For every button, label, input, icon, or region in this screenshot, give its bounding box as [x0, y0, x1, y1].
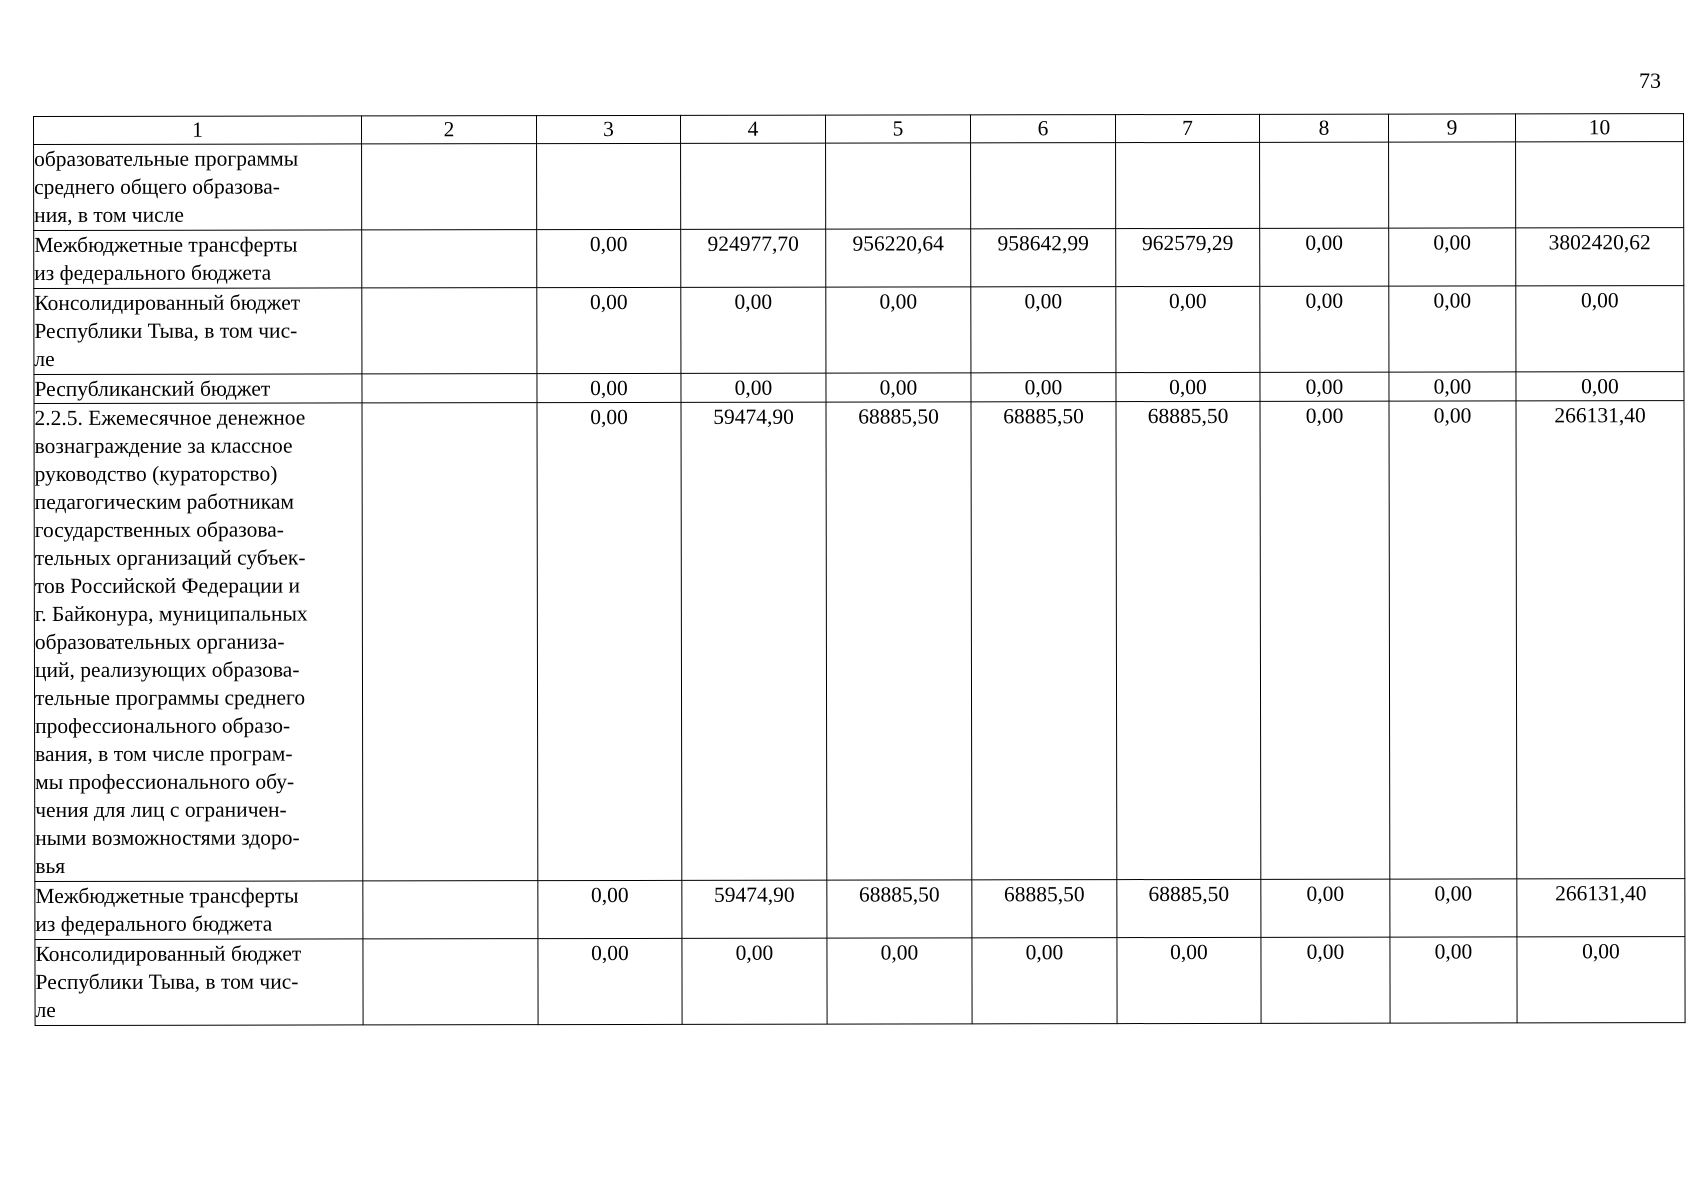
table-cell: 0,00: [1261, 937, 1390, 1023]
table-row: [35, 937, 1685, 1026]
table-cell: 0,00: [827, 938, 972, 1024]
table-cell: 0,00: [538, 938, 682, 1024]
table-cell: 0,00: [682, 938, 827, 1024]
table-cell: 0,00: [1117, 937, 1261, 1023]
table-cell: [362, 288, 537, 374]
table-cell: 0,00: [1116, 372, 1260, 401]
table-cell: [826, 143, 971, 229]
table-cell: 0,00: [537, 373, 681, 402]
row-label: Межбюджетные трансферты из федерального бюджета: [35, 881, 363, 940]
table-cell: 3802420,62: [1516, 228, 1684, 286]
column-header: 5: [825, 115, 970, 143]
table-cell: 956220,64: [826, 229, 971, 287]
table-cell: 0,00: [971, 287, 1116, 373]
table-cell: 0,00: [1517, 937, 1685, 1023]
table-cell: 0,00: [681, 287, 826, 373]
table-cell: 68885,50: [971, 402, 1117, 880]
table-cell: 0,00: [1260, 372, 1389, 401]
table-cell: 0,00: [1116, 286, 1260, 372]
row-label: образовательные программы среднего общего образова- ния, в том числе: [34, 144, 362, 231]
table-cell: [1516, 142, 1684, 228]
budget-table: [33, 113, 1686, 1026]
table-cell: [363, 881, 538, 939]
table-cell: 0,00: [826, 287, 971, 373]
table-cell: 68885,50: [827, 880, 972, 938]
header-row: [34, 114, 1684, 145]
table-cell: 0,00: [1260, 228, 1389, 286]
table-cell: 0,00: [1389, 401, 1517, 879]
column-header: 10: [1515, 114, 1683, 142]
row-label: Консолидированный бюджет Республики Тыва, в том чис- ле: [34, 288, 362, 375]
table-cell: 0,00: [1389, 228, 1516, 286]
column-header: 2: [362, 116, 537, 144]
table-cell: [362, 403, 538, 881]
table-cell: 0,00: [1389, 286, 1516, 372]
table-cell: 0,00: [1261, 879, 1390, 937]
column-header: 1: [34, 116, 362, 145]
table-cell: [362, 144, 537, 230]
table-cell: 0,00: [537, 229, 681, 287]
row-label: Межбюджетные трансферты из федерального бюджета: [34, 230, 362, 289]
table-row: [35, 879, 1685, 940]
table-cell: 0,00: [1260, 286, 1389, 372]
table-cell: 0,00: [826, 373, 971, 402]
table-cell: 0,00: [1516, 286, 1684, 372]
column-header: 9: [1388, 114, 1515, 142]
table-cell: 0,00: [681, 373, 826, 402]
row-label: Республиканский бюджет: [34, 374, 362, 404]
table-cell: 0,00: [537, 287, 681, 373]
table-row: [34, 401, 1685, 882]
column-header: 3: [537, 115, 681, 143]
column-header: 8: [1259, 114, 1388, 142]
table-cell: 0,00: [537, 402, 682, 880]
table-cell: [362, 374, 537, 403]
table-cell: [681, 143, 826, 229]
table-cell: [537, 143, 681, 229]
table-cell: [362, 230, 537, 288]
table-cell: 266131,40: [1517, 879, 1685, 937]
table-row: [34, 228, 1684, 289]
page-number: 73: [1639, 68, 1661, 93]
table-cell: 0,00: [1516, 372, 1684, 401]
table-cell: 0,00: [1260, 401, 1390, 879]
table-cell: 962579,29: [1116, 228, 1260, 286]
column-header: 4: [680, 115, 825, 143]
row-label: 2.2.5. Ежемесячное денежное вознаграждение за классное руководство (кураторство) педагогическим работникам государственных образова- тельных организаций субъек- тов Российской Федерации и г. Байконура, муниципальных образовательных организа- ций, реализующих образова- тельные программы среднего профессионального образо- вания, в том числе програм- мы профессионального обу- чения для лиц с ограничен- ными возможностями здоро- вья: [34, 403, 363, 882]
table-cell: [1116, 142, 1260, 228]
table-cell: 68885,50: [826, 402, 972, 880]
row-label: Консолидированный бюджет Республики Тыва, в том чис- ле: [35, 939, 363, 1026]
table-cell: 0,00: [1390, 879, 1517, 937]
table-cell: [1389, 142, 1516, 228]
column-header: 7: [1115, 114, 1259, 142]
table-cell: [971, 143, 1116, 229]
table-cell: 68885,50: [972, 880, 1117, 938]
table-cell: 0,00: [1389, 372, 1516, 401]
table-cell: 0,00: [538, 880, 682, 938]
table-cell: [363, 939, 538, 1025]
table-cell: [1260, 142, 1389, 228]
table-row: [34, 372, 1684, 404]
table-cell: 0,00: [972, 938, 1117, 1024]
table-cell: 68885,50: [1117, 879, 1261, 937]
table-cell: 924977,70: [681, 229, 826, 287]
table-row: [34, 142, 1684, 231]
table-cell: 59474,90: [682, 880, 827, 938]
table-row: [34, 286, 1684, 375]
column-header: 6: [970, 115, 1115, 143]
table-cell: 0,00: [1390, 937, 1517, 1023]
table-cell: 266131,40: [1516, 401, 1685, 879]
table-cell: 68885,50: [1116, 401, 1261, 879]
table-cell: 59474,90: [681, 402, 827, 880]
table-cell: 958642,99: [971, 229, 1116, 287]
table-cell: 0,00: [971, 373, 1116, 402]
